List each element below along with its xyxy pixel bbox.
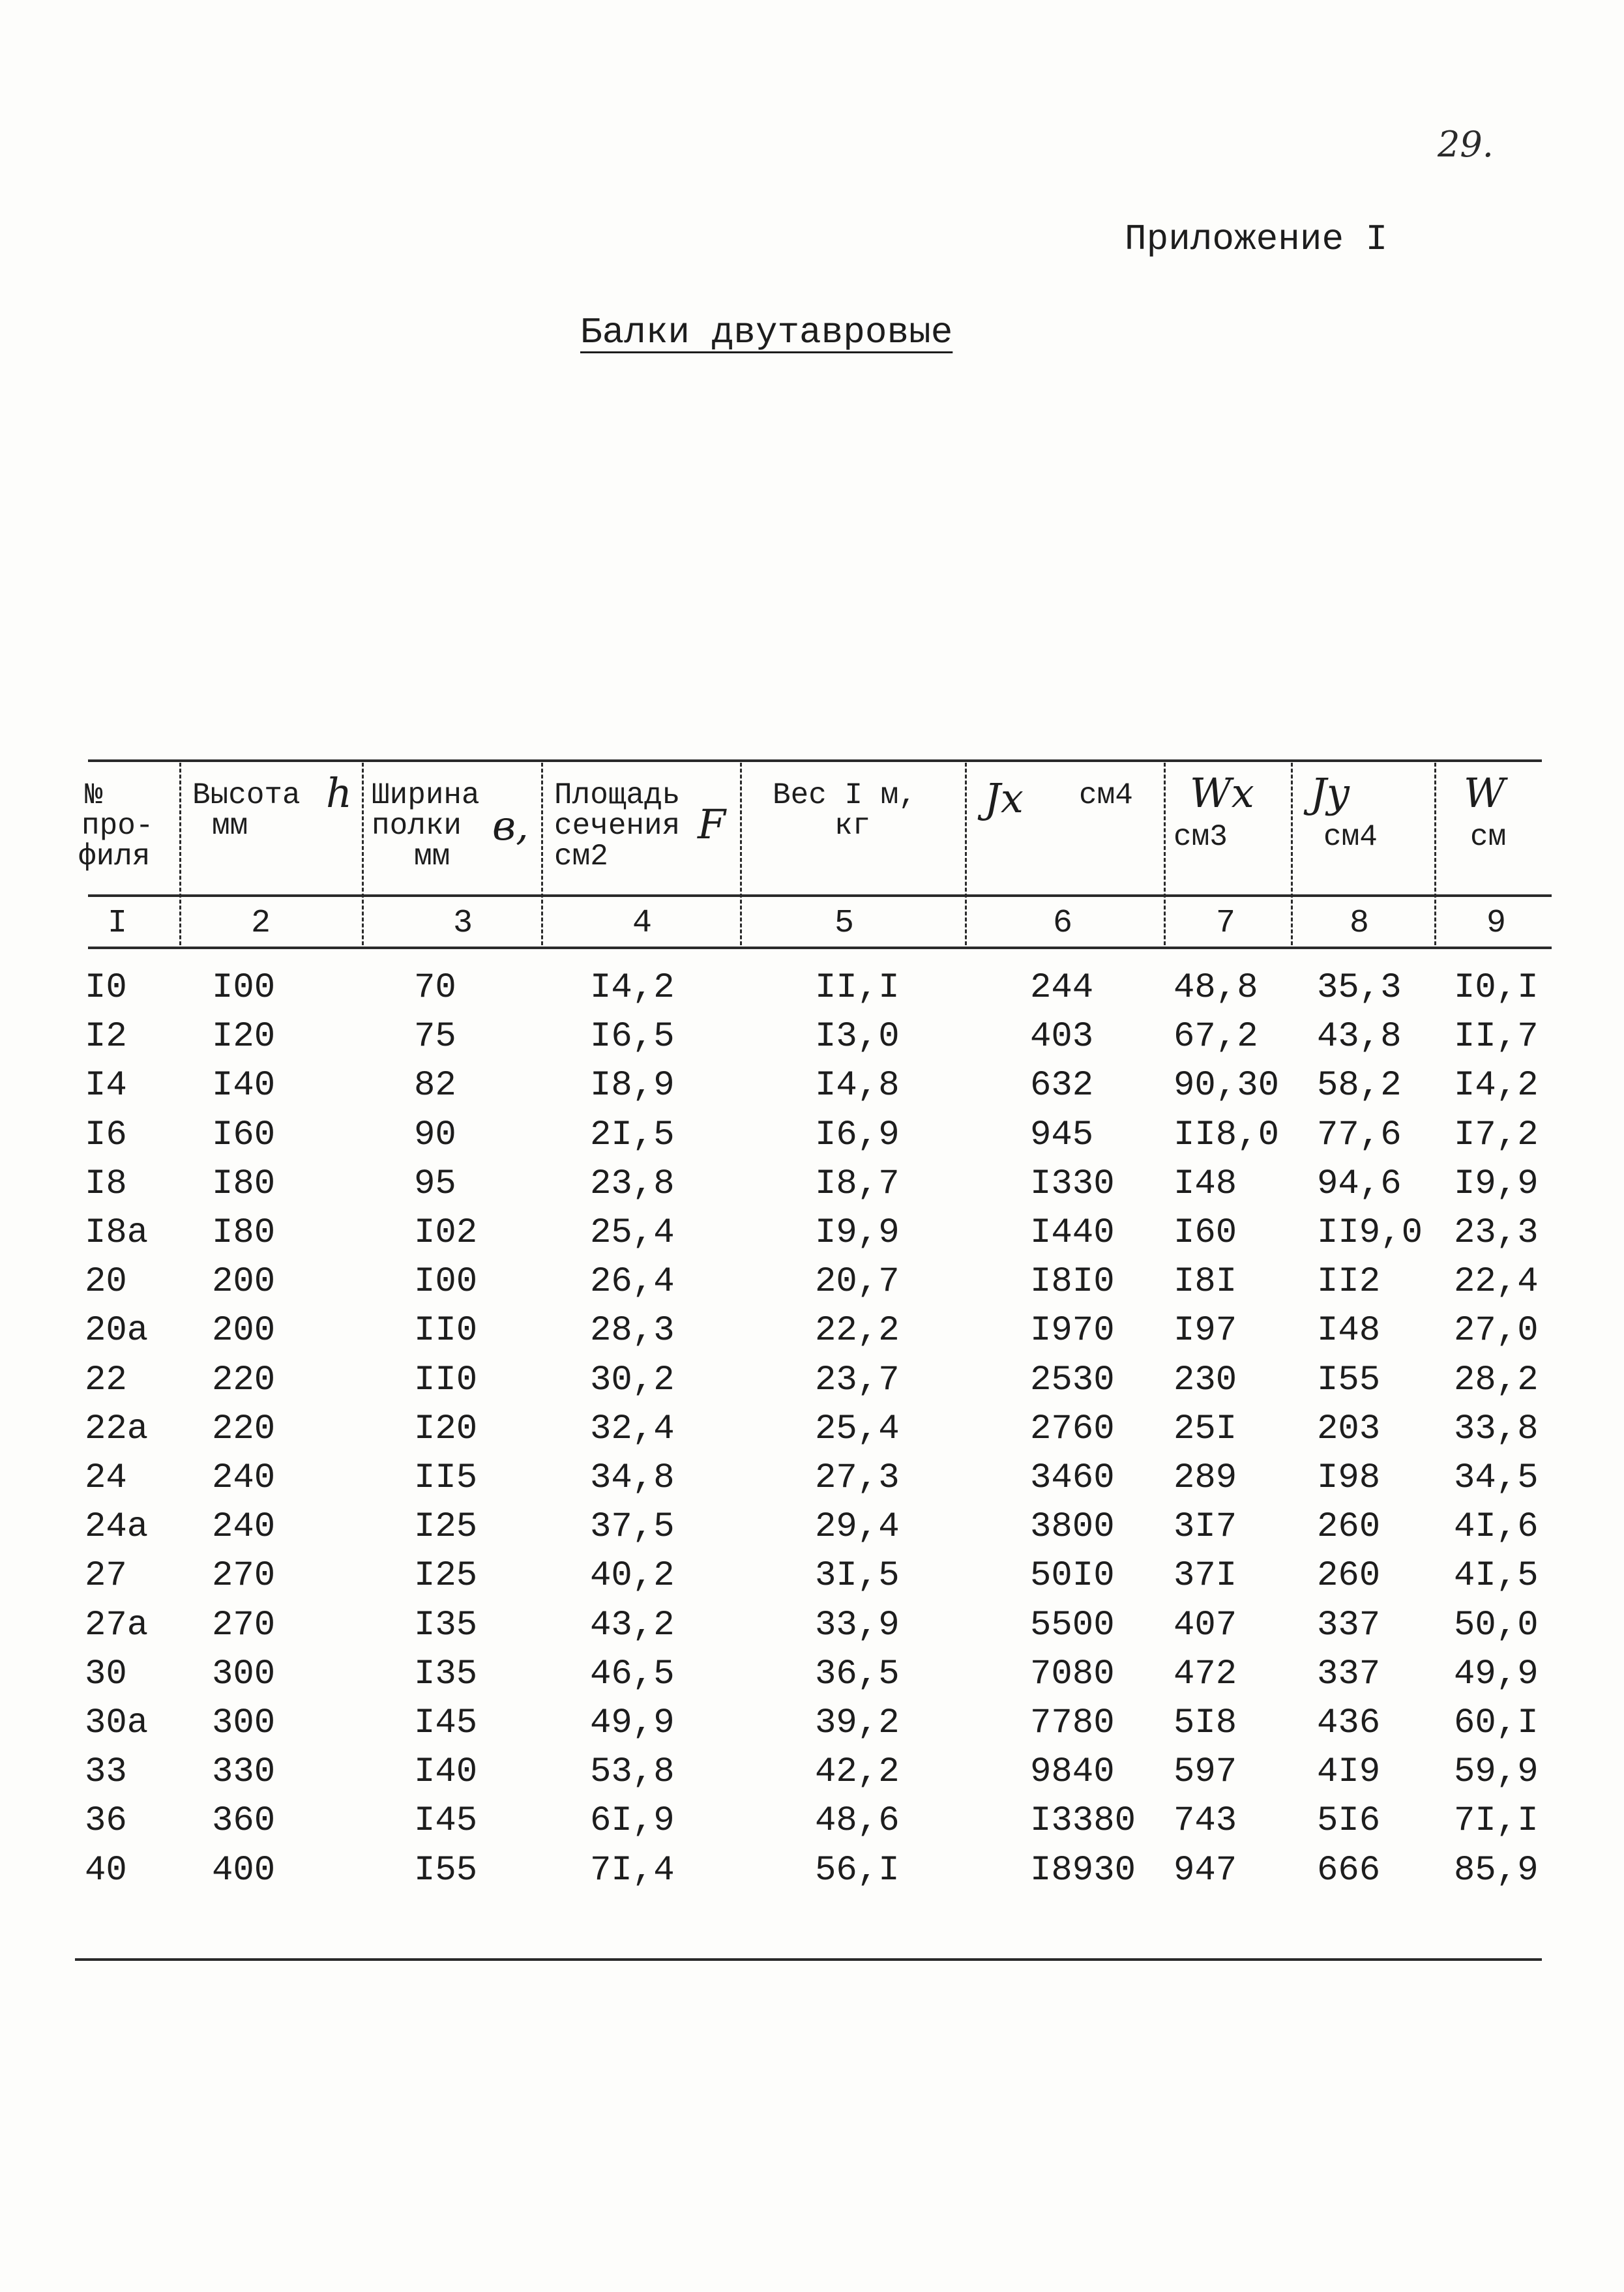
- table-cell: I970: [1030, 1311, 1115, 1351]
- table-cell: 947: [1174, 1850, 1237, 1890]
- header-wy-unit: см: [1470, 820, 1507, 854]
- table-cell: 260: [1317, 1507, 1381, 1548]
- header-width-l1: Ширина: [372, 778, 480, 812]
- table-cell: 240: [212, 1507, 276, 1548]
- column-number: 3: [452, 905, 473, 942]
- table-cell: I440: [1030, 1213, 1115, 1253]
- header-height-unit: мм: [212, 809, 248, 843]
- table-cell: 436: [1317, 1703, 1381, 1743]
- table-cell: 20a: [85, 1311, 149, 1351]
- table-cell: I0: [85, 968, 127, 1008]
- table-cell: 300: [212, 1703, 276, 1743]
- table-cell: II,I: [815, 968, 900, 1008]
- table-cell: 25,4: [590, 1213, 675, 1253]
- header-profile-l2: про-: [81, 809, 154, 843]
- table-cell: 472: [1174, 1654, 1237, 1694]
- table-cell: 43,8: [1317, 1017, 1402, 1057]
- col-separator: [1291, 763, 1293, 945]
- table-cell: 270: [212, 1605, 276, 1645]
- header-height-symbol: h: [326, 769, 352, 817]
- table-cell: 407: [1174, 1605, 1237, 1645]
- table-cell: I55: [414, 1850, 478, 1890]
- table-cell: 36: [85, 1801, 127, 1842]
- table-cell: I4,2: [590, 968, 675, 1008]
- table-cell: 46,5: [590, 1654, 675, 1694]
- col-separator: [1434, 763, 1436, 945]
- table-cell: 330: [212, 1752, 276, 1793]
- col-separator: [740, 763, 742, 945]
- table-cell: 2760: [1030, 1409, 1115, 1449]
- table-row: [0, 1160, 1624, 1209]
- column-number-rule: [88, 947, 1552, 949]
- table-cell: I20: [414, 1409, 478, 1449]
- page-number: 29.: [1438, 124, 1494, 165]
- table-cell: I9,9: [1454, 1164, 1539, 1204]
- table-cell: 70: [414, 968, 456, 1008]
- table-cell: 22: [85, 1360, 127, 1400]
- table-cell: I48: [1317, 1311, 1381, 1351]
- appendix-label: Приложение I: [1125, 218, 1388, 260]
- table-cell: 43,2: [590, 1605, 675, 1645]
- table-cell: I8I0: [1030, 1262, 1115, 1302]
- table-cell: 90: [414, 1115, 456, 1155]
- table-cell: 32,4: [590, 1409, 675, 1449]
- column-number: 7: [1215, 905, 1235, 942]
- table-cell: 53,8: [590, 1752, 675, 1793]
- table-cell: I25: [414, 1556, 478, 1596]
- table-cell: 58,2: [1317, 1066, 1402, 1106]
- col-separator: [1164, 763, 1166, 945]
- table-row: [0, 1503, 1624, 1551]
- table-cell: I35: [414, 1654, 478, 1694]
- table-cell: I35: [414, 1605, 478, 1645]
- col-separator: [965, 763, 967, 945]
- table-cell: 945: [1030, 1115, 1094, 1155]
- table-cell: I60: [1174, 1213, 1237, 1253]
- header-jy-unit: см4: [1323, 820, 1378, 854]
- table-cell: 30: [85, 1654, 127, 1694]
- table-cell: I02: [414, 1213, 478, 1253]
- table-cell: 7780: [1030, 1703, 1115, 1743]
- table-cell: 337: [1317, 1605, 1381, 1645]
- table-cell: I6: [85, 1115, 127, 1155]
- table-cell: 49,9: [1454, 1654, 1539, 1694]
- table-cell: I8: [85, 1164, 127, 1204]
- table-cell: 200: [212, 1311, 276, 1351]
- table-cell: 67,2: [1174, 1017, 1258, 1057]
- table-cell: 270: [212, 1556, 276, 1596]
- table-cell: 50,0: [1454, 1605, 1539, 1645]
- table-cell: I20: [212, 1017, 276, 1057]
- table-cell: 22,4: [1454, 1262, 1539, 1302]
- table-cell: 26,4: [590, 1262, 675, 1302]
- table-row: [0, 1699, 1624, 1748]
- table-cell: I6,9: [815, 1115, 900, 1155]
- table-cell: II5: [414, 1458, 478, 1498]
- table-row: [0, 1797, 1624, 1845]
- table-cell: 4I,6: [1454, 1507, 1539, 1548]
- table-cell: 9840: [1030, 1752, 1115, 1793]
- table-cell: II0: [414, 1311, 478, 1351]
- table-cell: 7080: [1030, 1654, 1115, 1694]
- table-cell: I40: [414, 1752, 478, 1793]
- column-number: 8: [1349, 905, 1369, 942]
- header-jx-symbol: Jx: [984, 774, 1024, 822]
- table-cell: 27,3: [815, 1458, 900, 1498]
- table-cell: 42,2: [815, 1752, 900, 1793]
- table-cell: 260: [1317, 1556, 1381, 1596]
- table-cell: 59,9: [1454, 1752, 1539, 1793]
- table-cell: 20: [85, 1262, 127, 1302]
- table-cell: I8a: [85, 1213, 149, 1253]
- table-cell: I3380: [1030, 1801, 1136, 1842]
- table-cell: I4,8: [815, 1066, 900, 1106]
- col-separator: [179, 763, 181, 945]
- table-row: [0, 1111, 1624, 1160]
- col-separator: [541, 763, 543, 945]
- table-cell: I97: [1174, 1311, 1237, 1351]
- table-cell: II2: [1317, 1262, 1381, 1302]
- table-cell: 33,8: [1454, 1409, 1539, 1449]
- header-width-symbol: в,: [492, 802, 529, 849]
- table-cell: 3460: [1030, 1458, 1115, 1498]
- table-cell: 23,3: [1454, 1213, 1539, 1253]
- table-row: [0, 1012, 1624, 1061]
- table-cell: 244: [1030, 968, 1094, 1008]
- table-cell: II9,0: [1317, 1213, 1423, 1253]
- table-cell: I330: [1030, 1164, 1115, 1204]
- header-profile-no: №: [85, 778, 103, 812]
- table-cell: 37,5: [590, 1507, 675, 1548]
- table-cell: 3I,5: [815, 1556, 900, 1596]
- header-jy-symbol: Jy: [1310, 769, 1350, 817]
- table-bottom-rule: [75, 1958, 1542, 1961]
- table-row: [0, 1356, 1624, 1405]
- table-cell: 95: [414, 1164, 456, 1204]
- table-cell: 289: [1174, 1458, 1237, 1498]
- table-cell: I80: [212, 1164, 276, 1204]
- table-cell: 743: [1174, 1801, 1237, 1842]
- header-weight-l1: Вес I м,: [773, 778, 917, 812]
- table-cell: I4: [85, 1066, 127, 1106]
- table-cell: 5I8: [1174, 1703, 1237, 1743]
- table-cell: 34,8: [590, 1458, 675, 1498]
- table-cell: 40,2: [590, 1556, 675, 1596]
- table-cell: 27,0: [1454, 1311, 1539, 1351]
- table-cell: I48: [1174, 1164, 1237, 1204]
- table-cell: 2530: [1030, 1360, 1115, 1400]
- header-area-l1: Площадь: [554, 778, 681, 812]
- table-row: [0, 1306, 1624, 1355]
- table-cell: 56,I: [815, 1850, 900, 1890]
- table-cell: 24: [85, 1458, 127, 1498]
- table-cell: I00: [414, 1262, 478, 1302]
- table-cell: 39,2: [815, 1703, 900, 1743]
- table-cell: 85,9: [1454, 1850, 1539, 1890]
- table-cell: 3800: [1030, 1507, 1115, 1548]
- table-cell: 34,5: [1454, 1458, 1539, 1498]
- header-width-l2: полки: [372, 809, 462, 843]
- table-cell: II8,0: [1174, 1115, 1280, 1155]
- table-cell: 25,4: [815, 1409, 900, 1449]
- table-cell: 5I6: [1317, 1801, 1381, 1842]
- table-cell: 30a: [85, 1703, 149, 1743]
- table-cell: 48,8: [1174, 968, 1258, 1008]
- table-cell: 22,2: [815, 1311, 900, 1351]
- header-wx-symbol: Wx: [1190, 769, 1254, 817]
- table-cell: 37I: [1174, 1556, 1237, 1596]
- table-cell: 60,I: [1454, 1703, 1539, 1743]
- header-wx-unit: см3: [1174, 820, 1228, 854]
- table-row: [0, 1405, 1624, 1454]
- table-cell: 666: [1317, 1850, 1381, 1890]
- table-cell: 29,4: [815, 1507, 900, 1548]
- table-cell: 77,6: [1317, 1115, 1402, 1155]
- column-number: 6: [1052, 905, 1072, 942]
- table-cell: I9,9: [815, 1213, 900, 1253]
- table-cell: I45: [414, 1703, 478, 1743]
- table-cell: I8I: [1174, 1262, 1237, 1302]
- table-cell: 82: [414, 1066, 456, 1106]
- table-cell: I2: [85, 1017, 127, 1057]
- table-cell: 337: [1317, 1654, 1381, 1694]
- table-cell: 220: [212, 1409, 276, 1449]
- table-cell: 23,7: [815, 1360, 900, 1400]
- table-cell: 90,30: [1174, 1066, 1280, 1106]
- table-row: [0, 1650, 1624, 1699]
- column-number: 9: [1486, 905, 1506, 942]
- table-cell: I6,5: [590, 1017, 675, 1057]
- column-number: 5: [834, 905, 854, 942]
- table-cell: I25: [414, 1507, 478, 1548]
- table-cell: 7I,4: [590, 1850, 675, 1890]
- table-cell: I7,2: [1454, 1115, 1539, 1155]
- table-cell: 632: [1030, 1066, 1094, 1106]
- table-cell: 4I9: [1317, 1752, 1381, 1793]
- table-cell: 35,3: [1317, 968, 1402, 1008]
- table-top-rule: [88, 759, 1542, 762]
- table-cell: I8,9: [590, 1066, 675, 1106]
- table-cell: 23,8: [590, 1164, 675, 1204]
- header-jx-unit: см4: [1079, 778, 1133, 812]
- table-cell: I45: [414, 1801, 478, 1842]
- header-area-unit: см2: [554, 840, 608, 874]
- table-row: [0, 1209, 1624, 1257]
- table-cell: 28,3: [590, 1311, 675, 1351]
- table-cell: 300: [212, 1654, 276, 1694]
- table-cell: I8,7: [815, 1164, 900, 1204]
- table-cell: 4I,5: [1454, 1556, 1539, 1596]
- header-height-l1: Высота: [192, 778, 301, 812]
- table-cell: II,7: [1454, 1017, 1539, 1057]
- table-cell: 75: [414, 1017, 456, 1057]
- table-cell: I55: [1317, 1360, 1381, 1400]
- table-row: [0, 1846, 1624, 1895]
- table-cell: I8930: [1030, 1850, 1136, 1890]
- table-cell: 597: [1174, 1752, 1237, 1793]
- table-cell: 7I,I: [1454, 1801, 1539, 1842]
- table-cell: 360: [212, 1801, 276, 1842]
- table-cell: 203: [1317, 1409, 1381, 1449]
- table-cell: 94,6: [1317, 1164, 1402, 1204]
- header-bottom-rule: [88, 894, 1552, 897]
- table-cell: II0: [414, 1360, 478, 1400]
- col-separator: [362, 763, 364, 945]
- table-cell: I4,2: [1454, 1066, 1539, 1106]
- table-row: [0, 1257, 1624, 1306]
- column-number: 2: [250, 905, 271, 942]
- table-cell: 3I7: [1174, 1507, 1237, 1548]
- header-profile-l3: филя: [78, 840, 151, 874]
- table-cell: 240: [212, 1458, 276, 1498]
- table-cell: 220: [212, 1360, 276, 1400]
- table-cell: 27: [85, 1556, 127, 1596]
- header-weight-unit: кг: [834, 809, 871, 843]
- table-cell: 50I0: [1030, 1556, 1115, 1596]
- table-row: [0, 963, 1624, 1012]
- table-cell: 200: [212, 1262, 276, 1302]
- table-cell: 22a: [85, 1409, 149, 1449]
- column-number: 4: [632, 905, 652, 942]
- header-area-symbol: F: [698, 801, 726, 848]
- table-cell: 27a: [85, 1605, 149, 1645]
- table-row: [0, 1748, 1624, 1797]
- header-wy-symbol: W: [1464, 769, 1505, 817]
- table-cell: 48,6: [815, 1801, 900, 1842]
- table-row: [0, 1601, 1624, 1650]
- table-cell: 33,9: [815, 1605, 900, 1645]
- table-cell: 40: [85, 1850, 127, 1890]
- header-area-l2: сечения: [554, 809, 681, 843]
- table-row: [0, 1061, 1624, 1110]
- table-cell: I3,0: [815, 1017, 900, 1057]
- column-number: I: [107, 905, 127, 942]
- table-cell: 5500: [1030, 1605, 1115, 1645]
- table-cell: I00: [212, 968, 276, 1008]
- table-cell: 33: [85, 1752, 127, 1793]
- table-cell: I60: [212, 1115, 276, 1155]
- table-cell: 403: [1030, 1017, 1094, 1057]
- table-title: Балки двутавровые: [580, 312, 953, 353]
- table-cell: I40: [212, 1066, 276, 1106]
- table-cell: 230: [1174, 1360, 1237, 1400]
- table-cell: 24a: [85, 1507, 149, 1548]
- table-cell: I80: [212, 1213, 276, 1253]
- table-cell: 6I,9: [590, 1801, 675, 1842]
- table-cell: 36,5: [815, 1654, 900, 1694]
- table-cell: 49,9: [590, 1703, 675, 1743]
- header-width-unit: мм: [414, 840, 450, 874]
- table-cell: 25I: [1174, 1409, 1237, 1449]
- table-cell: 28,2: [1454, 1360, 1539, 1400]
- table-cell: 20,7: [815, 1262, 900, 1302]
- table-cell: 400: [212, 1850, 276, 1890]
- table-row: [0, 1454, 1624, 1503]
- table-row: [0, 1551, 1624, 1600]
- table-cell: 2I,5: [590, 1115, 675, 1155]
- table-cell: 30,2: [590, 1360, 675, 1400]
- table-cell: I0,I: [1454, 968, 1539, 1008]
- table-cell: I98: [1317, 1458, 1381, 1498]
